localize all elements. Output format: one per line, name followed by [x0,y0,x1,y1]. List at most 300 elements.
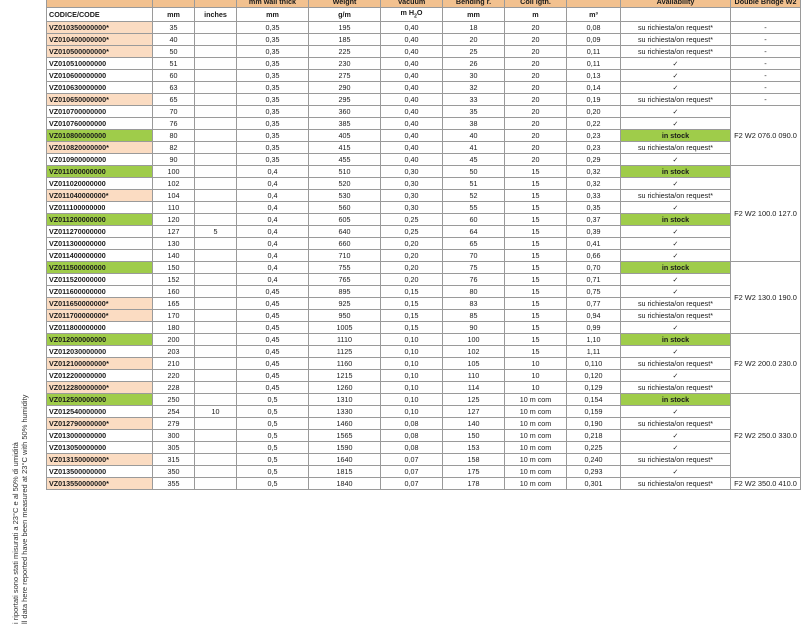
volume: 0,32 [567,178,621,190]
availability: su richiesta/on request* [621,142,731,154]
product-code: VZ013550000000* [47,478,153,490]
table-row [47,106,801,118]
volume: 0,35 [567,202,621,214]
availability: su richiesta/on request* [621,190,731,202]
wall-thickness: 0,35 [237,82,309,94]
bending-radius: 80 [443,286,505,298]
header-blank [567,0,621,8]
availability: ✓ [621,118,731,130]
product-code: VZ011200000000 [47,214,153,226]
wall-thickness: 0,45 [237,322,309,334]
table-row [47,214,801,226]
volume: 0,23 [567,130,621,142]
availability: su richiesta/on request* [621,478,731,490]
header-vacuum: Vacuum [381,0,443,8]
size-mm: 305 [153,442,195,454]
bridge-code: - [731,58,801,70]
vacuum: 0,15 [381,322,443,334]
size-inches [195,46,237,58]
size-inches [195,286,237,298]
bending-radius: 83 [443,298,505,310]
product-code: VZ010630000000 [47,82,153,94]
unit-wall: mm [237,8,309,22]
wall-thickness: 0,4 [237,178,309,190]
vacuum: 0,30 [381,190,443,202]
weight: 185 [309,34,381,46]
product-code: VZ011650000000* [47,298,153,310]
size-inches [195,346,237,358]
size-mm: 110 [153,202,195,214]
bending-radius: 25 [443,46,505,58]
coil-length: 15 [505,226,567,238]
table-row [47,178,801,190]
bending-radius: 32 [443,82,505,94]
size-mm: 152 [153,274,195,286]
bending-radius: 41 [443,142,505,154]
header-blank [195,0,237,8]
volume: 0,66 [567,250,621,262]
coil-length: 15 [505,202,567,214]
size-mm: 279 [153,418,195,430]
weight: 950 [309,310,381,322]
wall-thickness: 0,45 [237,346,309,358]
product-table [46,0,801,490]
volume: 0,09 [567,34,621,46]
bending-radius: 153 [443,442,505,454]
wall-thickness: 0,5 [237,466,309,478]
bending-radius: 40 [443,130,505,142]
coil-length: 15 [505,310,567,322]
size-inches [195,58,237,70]
size-inches [195,82,237,94]
size-inches [195,274,237,286]
coil-length: 20 [505,118,567,130]
product-code: VZ012280000000* [47,382,153,394]
vacuum: 0,08 [381,418,443,430]
vacuum: 0,20 [381,250,443,262]
availability: ✓ [621,106,731,118]
bending-radius: 65 [443,238,505,250]
availability: su richiesta/on request* [621,22,731,34]
weight: 1005 [309,322,381,334]
size-mm: 76 [153,118,195,130]
vacuum: 0,10 [381,358,443,370]
volume: 0,75 [567,286,621,298]
wall-thickness: 0,45 [237,286,309,298]
bending-radius: 35 [443,106,505,118]
coil-length: 10 [505,358,567,370]
header-bending: Bending r. [443,0,505,8]
vacuum: 0,40 [381,130,443,142]
vacuum: 0,10 [381,394,443,406]
availability: ✓ [621,322,731,334]
size-inches [195,154,237,166]
availability-in-stock: in stock [621,394,731,406]
wall-thickness: 0,4 [237,238,309,250]
unit-code: CODICE/CODE [47,8,153,22]
availability: ✓ [621,286,731,298]
weight: 295 [309,94,381,106]
size-mm: 355 [153,478,195,490]
volume: 0,94 [567,310,621,322]
bending-radius: 178 [443,478,505,490]
coil-length: 15 [505,214,567,226]
table-row [47,190,801,202]
product-code: VZ011500000000 [47,262,153,274]
coil-length: 20 [505,106,567,118]
weight: 1260 [309,382,381,394]
size-mm: 104 [153,190,195,202]
wall-thickness: 0,45 [237,334,309,346]
weight: 385 [309,118,381,130]
availability: su richiesta/on request* [621,46,731,58]
size-mm: 228 [153,382,195,394]
size-inches [195,442,237,454]
vacuum: 0,20 [381,238,443,250]
size-mm: 82 [153,142,195,154]
bending-radius: 175 [443,466,505,478]
weight: 230 [309,58,381,70]
unit-coil: m [505,8,567,22]
coil-length: 10 [505,370,567,382]
bending-radius: 85 [443,310,505,322]
coil-length: 15 [505,178,567,190]
header-blank [47,0,153,8]
volume: 0,32 [567,166,621,178]
wall-thickness: 0,4 [237,190,309,202]
volume: 0,29 [567,154,621,166]
volume: 0,225 [567,442,621,454]
availability-in-stock: in stock [621,262,731,274]
vacuum: 0,40 [381,94,443,106]
vacuum: 0,40 [381,82,443,94]
volume: 0,99 [567,322,621,334]
table-row [47,142,801,154]
wall-thickness: 0,4 [237,226,309,238]
unit-vacuum: m $H_2O$ [381,8,443,22]
availability: ✓ [621,154,731,166]
weight: 1330 [309,406,381,418]
weight: 360 [309,106,381,118]
coil-length: 20 [505,22,567,34]
bending-radius: 20 [443,34,505,46]
table-row [47,322,801,334]
availability: ✓ [621,226,731,238]
product-code: VZ013500000000 [47,466,153,478]
bending-radius: 55 [443,202,505,214]
product-code: VZ010760000000 [47,118,153,130]
size-inches [195,370,237,382]
vacuum: 0,08 [381,430,443,442]
vacuum: 0,20 [381,262,443,274]
wall-thickness: 0,4 [237,214,309,226]
product-code: VZ010900000000 [47,154,153,166]
product-code: VZ011520000000 [47,274,153,286]
bending-radius: 102 [443,346,505,358]
volume: 0,70 [567,262,621,274]
size-inches [195,430,237,442]
volume: 0,218 [567,430,621,442]
header-bridge: Double Bridge W2 [731,0,801,8]
weight: 1160 [309,358,381,370]
bending-radius: 38 [443,118,505,130]
coil-length: 15 [505,262,567,274]
size-inches [195,70,237,82]
weight: 455 [309,154,381,166]
size-inches [195,454,237,466]
availability: ✓ [621,70,731,82]
table-row [47,118,801,130]
units-row [47,8,801,22]
vacuum: 0,15 [381,298,443,310]
volume: 0,11 [567,46,621,58]
size-inches [195,298,237,310]
vacuum: 0,30 [381,166,443,178]
wall-thickness: 0,35 [237,118,309,130]
weight: 1640 [309,454,381,466]
wall-thickness: 0,5 [237,478,309,490]
weight: 560 [309,202,381,214]
bridge-code-group: F2 W2 350.0 410.0 [731,478,801,490]
bending-radius: 50 [443,166,505,178]
wall-thickness: 0,35 [237,34,309,46]
weight: 1840 [309,478,381,490]
size-mm: 90 [153,154,195,166]
size-inches [195,466,237,478]
size-inches: 5 [195,226,237,238]
table-row [47,154,801,166]
bending-radius: 100 [443,334,505,346]
volume: 0,41 [567,238,621,250]
volume: 1,11 [567,346,621,358]
size-mm: 203 [153,346,195,358]
volume: 0,19 [567,94,621,106]
size-mm: 140 [153,250,195,262]
size-mm: 200 [153,334,195,346]
wall-thickness: 0,45 [237,310,309,322]
unit-blank [621,8,731,22]
size-inches [195,238,237,250]
volume: 0,71 [567,274,621,286]
vacuum: 0,40 [381,46,443,58]
side-note-text [11,154,29,624]
vacuum: 0,40 [381,58,443,70]
bridge-code-group: F2 W2 250.0 330.0 [731,394,801,478]
weight: 510 [309,166,381,178]
coil-length: 15 [505,286,567,298]
size-mm: 254 [153,406,195,418]
size-inches [195,34,237,46]
header-availability: Availability [621,0,731,8]
wall-thickness: 0,5 [237,442,309,454]
bending-radius: 114 [443,382,505,394]
coil-length: 15 [505,322,567,334]
volume: 0,154 [567,394,621,406]
volume: 0,301 [567,478,621,490]
bending-radius: 60 [443,214,505,226]
size-inches [195,130,237,142]
size-mm: 165 [153,298,195,310]
size-inches [195,94,237,106]
bridge-code: - [731,22,801,34]
wall-thickness: 0,4 [237,250,309,262]
bridge-code: - [731,34,801,46]
table-row [47,22,801,34]
weight: 640 [309,226,381,238]
vacuum: 0,07 [381,466,443,478]
table-row [47,130,801,142]
coil-length: 10 m com [505,406,567,418]
product-code: VZ010500000000* [47,46,153,58]
availability: su richiesta/on request* [621,358,731,370]
weight: 530 [309,190,381,202]
wall-thickness: 0,4 [237,274,309,286]
bending-radius: 51 [443,178,505,190]
weight: 605 [309,214,381,226]
bridge-code-group: F2 W2 100.0 127.0 [731,166,801,262]
wall-thickness: 0,45 [237,382,309,394]
availability: ✓ [621,82,731,94]
vacuum: 0,10 [381,406,443,418]
vacuum: 0,30 [381,202,443,214]
coil-length: 10 m com [505,418,567,430]
weight: 765 [309,274,381,286]
size-inches [195,250,237,262]
coil-length: 15 [505,298,567,310]
size-inches [195,478,237,490]
weight: 405 [309,130,381,142]
vacuum: 0,40 [381,34,443,46]
product-code: VZ010650000000* [47,94,153,106]
vacuum: 0,30 [381,178,443,190]
bending-radius: 90 [443,322,505,334]
vacuum: 0,07 [381,478,443,490]
volume: 0,77 [567,298,621,310]
table-row [47,382,801,394]
product-code: VZ011600000000 [47,286,153,298]
wall-thickness: 0,5 [237,406,309,418]
size-inches [195,310,237,322]
wall-thickness: 0,5 [237,418,309,430]
size-inches [195,106,237,118]
availability-in-stock: in stock [621,166,731,178]
wall-thickness: 0,35 [237,94,309,106]
coil-length: 15 [505,238,567,250]
availability: su richiesta/on request* [621,298,731,310]
table-row [47,82,801,94]
availability-in-stock: in stock [621,334,731,346]
table-row [47,238,801,250]
wall-thickness: 0,45 [237,298,309,310]
size-mm: 127 [153,226,195,238]
size-mm: 300 [153,430,195,442]
table-row [47,406,801,418]
size-inches: 10 [195,406,237,418]
bending-radius: 158 [443,454,505,466]
vacuum: 0,10 [381,346,443,358]
bridge-code: - [731,70,801,82]
wall-thickness: 0,4 [237,202,309,214]
coil-length: 20 [505,94,567,106]
coil-length: 20 [505,34,567,46]
size-mm: 65 [153,94,195,106]
table-row [47,34,801,46]
size-mm: 51 [153,58,195,70]
volume: 0,13 [567,70,621,82]
bending-radius: 105 [443,358,505,370]
wall-thickness: 0,45 [237,370,309,382]
size-mm: 180 [153,322,195,334]
size-inches [195,178,237,190]
product-code: VZ012100000000* [47,358,153,370]
availability: ✓ [621,406,731,418]
wall-thickness: 0,35 [237,130,309,142]
coil-length: 10 m com [505,442,567,454]
size-inches [195,214,237,226]
size-inches [195,382,237,394]
product-code: VZ011000000000 [47,166,153,178]
table-row [47,94,801,106]
product-code: VZ013000000000 [47,430,153,442]
bending-radius: 125 [443,394,505,406]
table-row [47,286,801,298]
size-inches [195,394,237,406]
availability: su richiesta/on request* [621,94,731,106]
volume: 0,190 [567,418,621,430]
vacuum: 0,15 [381,310,443,322]
weight: 1310 [309,394,381,406]
table-body [47,22,801,490]
bending-radius: 76 [443,274,505,286]
unit-volume: m³ [567,8,621,22]
bending-radius: 26 [443,58,505,70]
table-row [47,442,801,454]
coil-length: 10 m com [505,454,567,466]
size-inches [195,166,237,178]
table-row [47,394,801,406]
volume: 0,159 [567,406,621,418]
size-inches [195,358,237,370]
header-blank [153,0,195,8]
size-inches [195,418,237,430]
vacuum: 0,40 [381,118,443,130]
bending-radius: 64 [443,226,505,238]
weight: 710 [309,250,381,262]
size-mm: 100 [153,166,195,178]
side-note-italian: i riportati sono stati misurati a 23°C e al 50% di umidità [11,442,20,624]
volume: 0,22 [567,118,621,130]
weight: 925 [309,298,381,310]
vacuum: 0,40 [381,106,443,118]
table-row [47,466,801,478]
coil-length: 10 m com [505,466,567,478]
availability: su richiesta/on request* [621,454,731,466]
availability-in-stock: in stock [621,214,731,226]
availability: ✓ [621,466,731,478]
vacuum: 0,25 [381,214,443,226]
unit-inches: inches [195,8,237,22]
coil-length: 20 [505,142,567,154]
size-mm: 80 [153,130,195,142]
table-row [47,310,801,322]
coil-length: 15 [505,346,567,358]
volume: 0,293 [567,466,621,478]
size-mm: 150 [153,262,195,274]
size-inches [195,262,237,274]
product-code: VZ012030000000 [47,346,153,358]
unit-weight: g/m [309,8,381,22]
volume: 0,33 [567,190,621,202]
